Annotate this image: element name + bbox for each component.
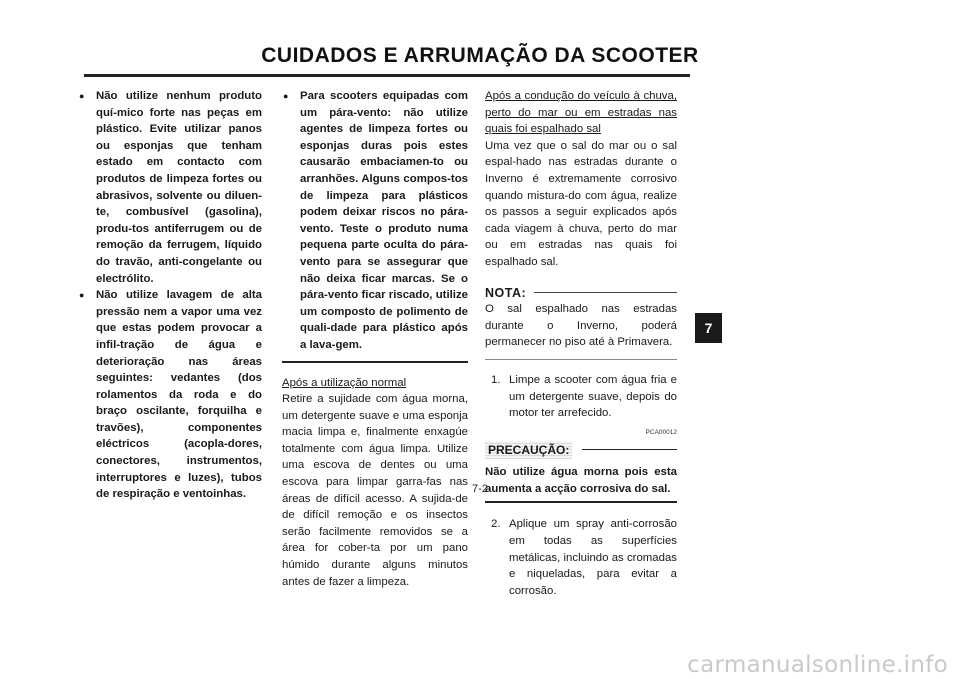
bullet-item: ● Para scooters equipadas com um pára-vento: não utilize agentes de limpeza fortes ou esponjas duras pois estes causarão embaciamen-to ou arranhões. Alguns compos-tos de limpeza para plásticos podem deixar riscos no pára-vento. Teste o produto numa pequena parte oculta do pára-vento para se assegurar que não deixa ficar marcas. Se o pára-vento ficar riscado, utilize um composto de polimento de quali-dade para plástico após a lava-gem. <box>282 88 468 354</box>
page-number: 7-2 <box>472 483 488 495</box>
step-number: 2. <box>491 518 501 531</box>
column-2 <box>282 88 468 590</box>
step-number: 1. <box>491 373 501 386</box>
step-2 <box>491 516 677 599</box>
paragraph: Uma vez que o sal do mar ou o sal espal-hado nas estradas durante o Inverno é extremamente corrosivo quando mistura-do com água, realize os passos a seguir explicados após cada viagem à chuva, perto do mar ou em estradas nas quais foi espalhado sal. <box>485 139 677 268</box>
note-text: O sal espalhado nas estradas durante o Inverno, poderá permanecer no piso até à Primavera. <box>485 303 677 349</box>
caution-text: Não utilize água morna pois esta aumenta a acção corrosiva do sal. <box>485 466 677 495</box>
subheading: Após a condução do veículo à chuva, perto do mar ou em estradas nas quais foi espalhado sal <box>485 90 677 136</box>
reference-code: PCA00012 <box>645 428 677 436</box>
page-title: CUIDADOS E ARRUMAÇÃO DA SCOOTER <box>261 44 699 67</box>
note-header <box>485 285 677 302</box>
bullet-item: ● Não utilize lavagem de alta pressão nem a vapor uma vez que estas podem provocar a infil-tração de água e deterioração nas áreas seguintes: vedantes (dos rolamentos da roda e do braço oscilante, forquilha e travões), componentes eléctricos (acopla-dores, conectores, instrumentos, interruptores e luzes), tubos de respiração e ventoinhas. <box>78 287 262 503</box>
subheading: Após a utilização normal <box>282 376 407 389</box>
chapter-tab: 7 <box>695 313 722 343</box>
step-text: Aplique um spray anti-corrosão em todas as superfícies metálicas, incluindo as cromadas e niqueladas, para evitar a corrosão. <box>509 518 677 597</box>
bullet-list <box>282 88 468 354</box>
paragraph: Retire a sujidade com água morna, um detergente suave e uma esponja macia limpa e, finalmente enxagúe totalmente com água limpa. Utilize uma escova de dentes ou uma escova para limpar garra-fas nas áreas de difícil acesso. A sujida-de de difícil remoção e os insectos serão facilmente removidos se a área for cober-ta por um pano húmido durante alguns minutos antes de fazer a limpeza. <box>282 393 468 588</box>
column-3 <box>485 88 677 599</box>
title-underline <box>84 74 690 77</box>
step-1 <box>491 372 677 422</box>
column-1 <box>78 88 262 503</box>
caution-line <box>582 449 677 450</box>
section-divider <box>282 361 468 363</box>
caution-divider <box>485 501 677 503</box>
bullet-item: ● Não utilize nenhum produto quí-mico forte nas peças em plástico. Evite utilizar panos ou esponjas que tenham estado em contacto com produtos de limpeza fortes ou abrasivos, solvente ou diluen-te, combusível (gasolina), produ-tos antiferrugem ou de remoção da ferrugem, líquido do travão, anti-congelante ou electrólito. <box>78 88 262 287</box>
note-divider <box>485 359 677 360</box>
step-text: Limpe a scooter com água fria e um detergente suave, depois do motor ter arrefecido. <box>509 373 677 420</box>
caution-label: PRECAUÇÃO: <box>485 441 572 460</box>
watermark: carmanualsonline.info <box>687 652 948 678</box>
bullet-list <box>78 88 262 503</box>
caution-header <box>485 441 677 460</box>
note-line <box>534 292 677 293</box>
note-label: NOTA: <box>485 285 527 300</box>
